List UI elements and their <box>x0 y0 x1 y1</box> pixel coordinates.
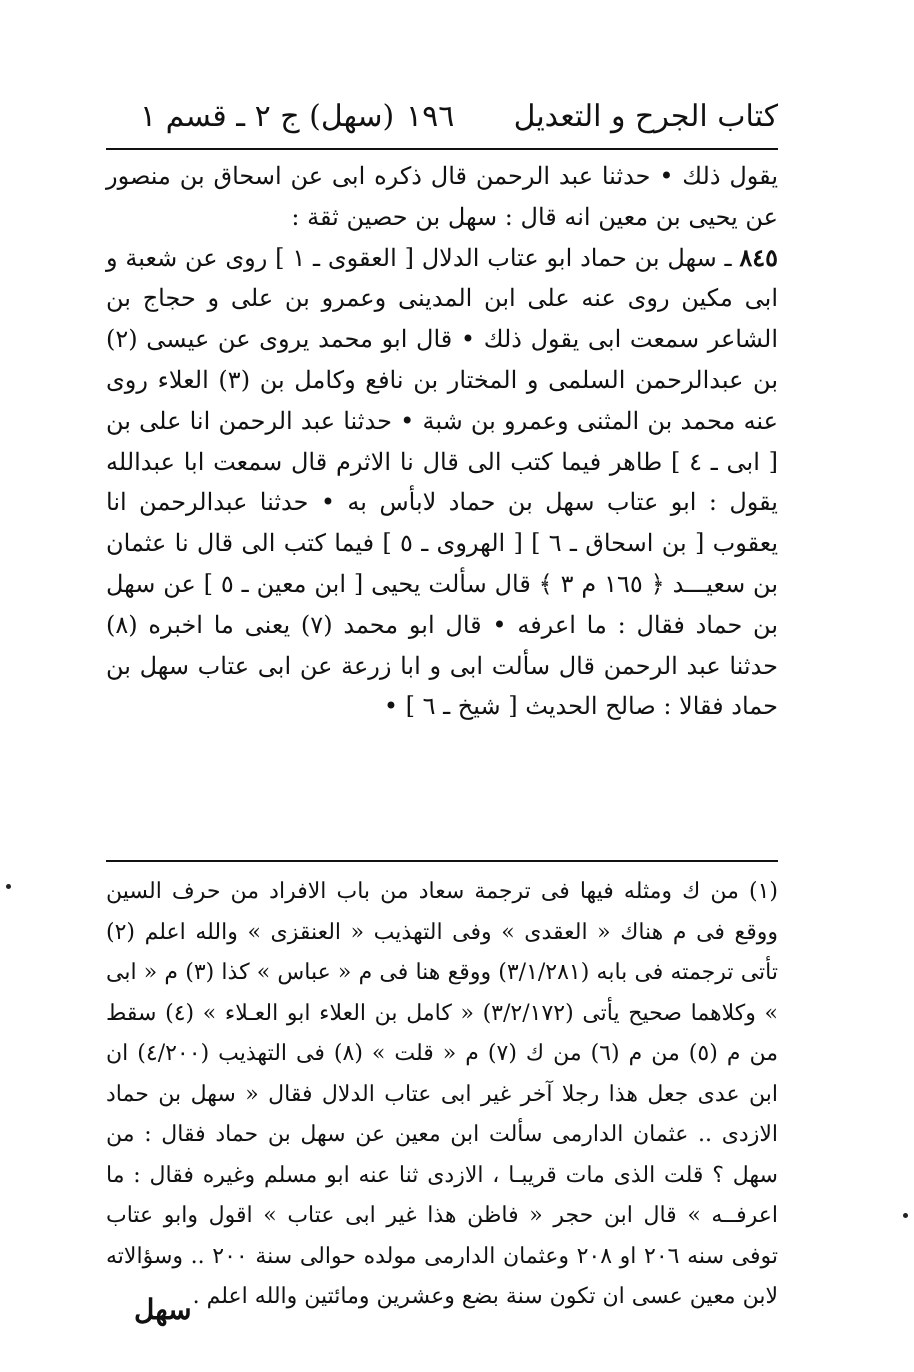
margin-dot <box>903 1213 908 1218</box>
running-header <box>106 92 778 142</box>
book-page <box>106 92 778 1352</box>
catchword: سهل <box>134 1293 192 1326</box>
entry-text: ـ سهل بن حماد ابو عتاب الدلال [ العقوى ـ ١ ] روى عن شعبة و ابى مكين روى عنه على ابن المدينى وعمرو بن على و حجاج بن الشاعر سمعت ابى يقول ذلك • قال ابو محمد يروى عن عيسى (٢) بن عبدالرحمن السلمى و المختار بن نافع وكامل بن (٣) العلاء روى عنه محمد بن المثنى وعمرو بن شبة • حدثنا عبد الرحمن انا على بن [ ابى ـ ٤ ] طاهر فيما كتب الى قال نا الاثرم قال سمعت ابا عبدالله يقول : ابو عتاب سهل بن حماد لابأس به • حدثنا عبدالرحمن انا يعقوب [ بن اسحاق ـ ٦ ] [ الهروى ـ ٥ ] فيما كتب الى قال نا عثمان بن سعيـــد ﴿ ١٦٥ م ٣ ﴾ قال سألت يحيى [ ابن معين ـ ٥ ] عن سهل بن حماد فقال : ما اعرفه • قال ابو محمد (٧) يعنى ما اخبره (٨) حدثنا عبد الرحمن قال سألت ابى و ابا زرعة عن ابى عتاب سهل بن حماد فقالا : صالح الحديث [ شيخ ـ ٦ ] • <box>106 243 779 721</box>
header-rule <box>106 148 778 150</box>
entry-number: ٨٤٥ <box>739 242 779 272</box>
margin-dot <box>6 884 11 889</box>
page-number: ١٩٦ <box>406 99 455 134</box>
footnotes-text: (١) من ك ومثله فيها فى ترجمة سعاد من باب الافراد من حرف السين ووقع فى م هناك « العقدى » وفى التهذيب « العنقزى » والله اعلم (٢) تأتى ترجمته فى بابه (٣/١/٢٨١) ووقع هنا فى م « عباس » كذا (٣) م « ابى » وكلاهما صحيح يأتى (٣/٢/١٧٢) « كامل بن العلاء ابو العـلاء » (٤) سقط من م (٥) من م (٦) من ك (٧) م « قلت » (٨) فى التهذيب (٤/٢٠٠) ان ابن عدى جعل هذا رجلا آخر غير ابى عتاب الدلال فقال « سهل بن حماد الازدى .. عثمان الدارمى سألت ابن معين عن سهل بن حماد فقال : من سهل ؟ قلت الذى مات قريبـا ، الازدى ثنا عنه ابو مسلم وغيره فقال : ما اعرفــه » قال ابن حجر « فاظن هذا غير ابى عتاب » اقول وابو عتاب توفى سنه ٢٠٦ او ٢٠٨ وعثمان الدارمى مولده حوالى سنة ٢٠٠ .. وسؤالاته لابن معين عسى ان تكون سنة بضع وعشرين ومائتين والله اعلم . <box>106 879 779 1309</box>
main-text <box>106 156 778 727</box>
section-label: (سهل) ج ٢ ـ قسم ١ <box>140 99 395 134</box>
footnote-divider <box>106 860 778 862</box>
footnotes <box>106 872 778 1318</box>
intro-paragraph: يقول ذلك • حدثنا عبد الرحمن قال ذكره ابى عن اسحاق بن منصور عن يحيى بن معين انه قال : سهل بن حصين ثقة : <box>106 162 778 231</box>
book-title: كتاب الجرح و التعديل <box>513 99 778 134</box>
entry-paragraph <box>106 238 778 728</box>
